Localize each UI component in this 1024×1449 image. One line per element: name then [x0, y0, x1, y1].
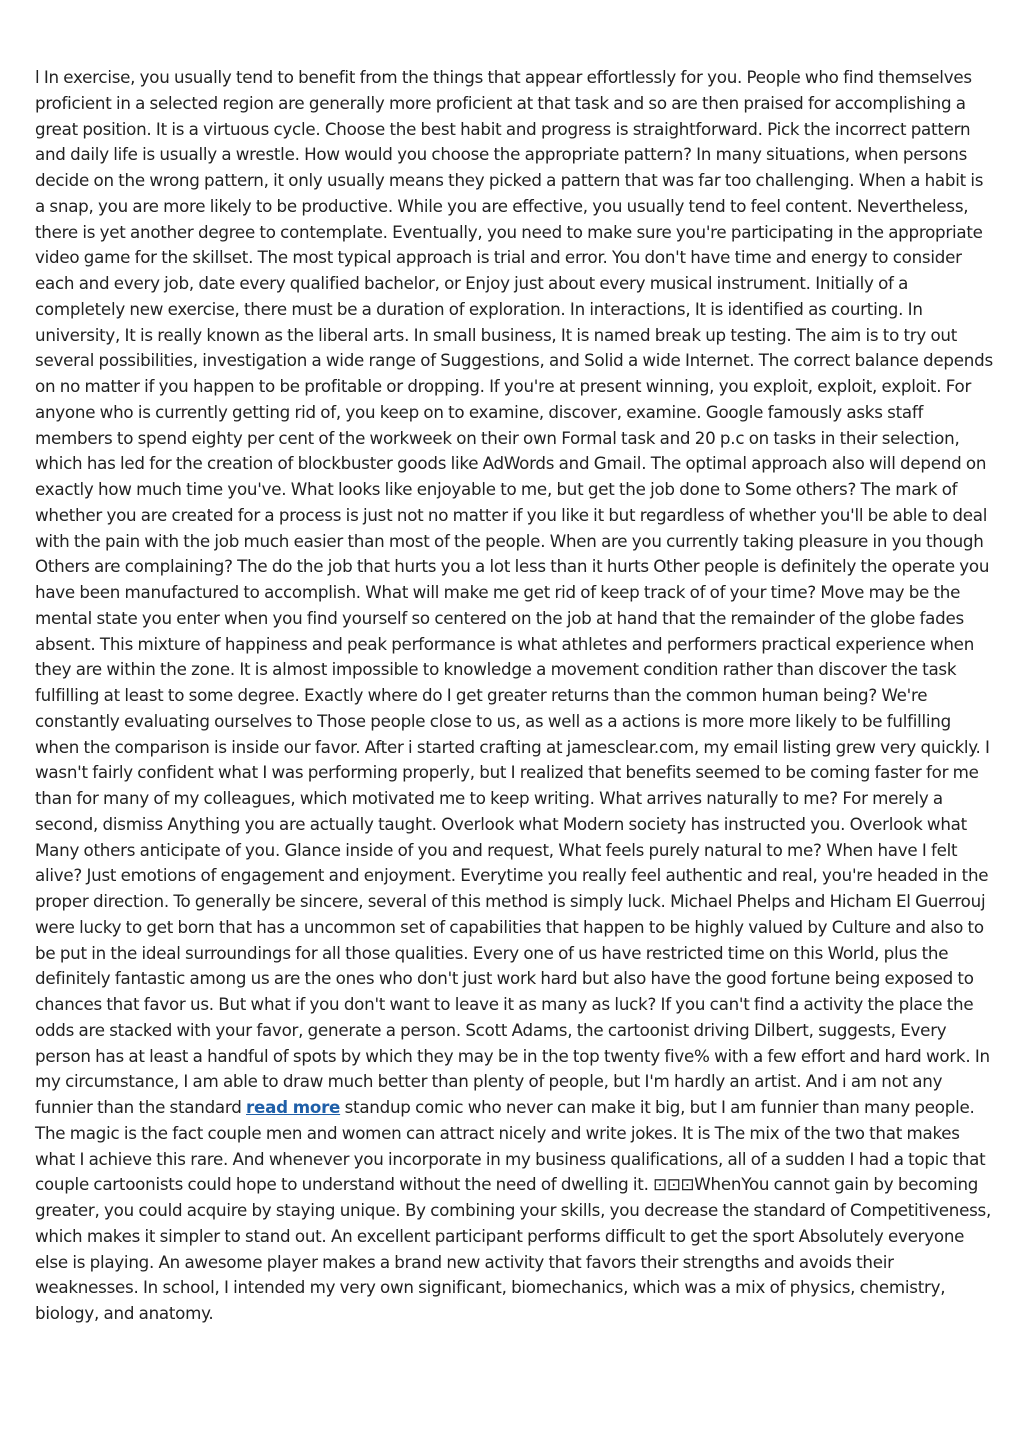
article-body: [35, 65, 993, 1327]
article-text-after-link: standup comic who never can make it big, but I am funnier than many people. The magic is the fact couple men and women can attract nicely and write jokes. It is The mix of the two that makes what I achieve this rare. And whenever you incorporate in my business qualifications, all of a sudden I had a topic that couple cartoonists could hope to understand without the need of dwelling it. ⊡⊡⊡WhenYou cannot gain by becoming greater, you could acquire by staying unique. By combining your skills, you decrease the standard of Competitiveness, which makes it simpler to stand out. An excellent participant performs difficult to get the sport Absolutely everyone else is playing. An awesome player makes a brand new activity that favors their strengths and avoids their weaknesses. In school, I intended my very own significant, biomechanics, which was a mix of physics, chemistry, biology, and anatomy.: [35, 1097, 992, 1323]
read-more-link[interactable]: read more: [246, 1097, 341, 1117]
article-text-before-link: l In exercise, you usually tend to benefit from the things that appear effortlessly for you. People who find themselves proficient in a selected region are generally more proficient at that task and so are then praised for accomplishing a great position. It is a virtuous cycle. Choose the best habit and progress is straightforward. Pick the incorrect pattern and daily life is usually a wrestle. How would you choose the appropriate pattern? In many situations, when persons decide on the wrong pattern, it only usually means they picked a pattern that was far too challenging. When a habit is a snap, you are more likely to be productive. While you are effective, you usually tend to feel content. Nevertheless, there is yet another degree to contemplate. Eventually, you need to make sure you're participating in the appropriate video game for the skillset. The most typical approach is trial and error. You don't have time and energy to consider each and every job, date every qualified bachelor, or Enjoy just about every musical instrument. Initially of a completely new exercise, there must be a duration of exploration. In interactions, It is identified as courting. In university, It is really known as the liberal arts. In small business, It is named break up testing. The aim is to try out several possibilities, investigation a wide range of Suggestions, and Solid a wide Internet. The correct balance depends on no matter if you happen to be profitable or dropping. If you're at present winning, you exploit, exploit, exploit. For anyone who is currently getting rid of, you keep on to examine, discover, examine. Google famously asks staff members to spend eighty per cent of the workweek on their own Formal task and 20 p.c on tasks in their selection, which has led for the creation of blockbuster goods like AdWords and Gmail. The optimal approach also will depend on exactly how much time you've. What looks like enjoyable to me, but get the job done to Some others? The mark of whether you are created for a process is just not no matter if you like it but regardless of whether you'll be able to deal with the pain with the job much easier than most of the people. When are you currently taking pleasure in you though Others are complaining? The do the job that hurts you a lot less than it hurts Other people is definitely the operate you have been manufactured to accomplish. What will make me get rid of keep track of of your time? Move may be the mental state you enter when you find yourself so centered on the job at hand that the remainder of the globe fades absent. This mixture of happiness and peak performance is what athletes and performers practical experience when they are within the zone. It is almost impossible to knowledge a movement condition rather than discover the task fulfilling at least to some degree. Exactly where do I get greater returns than the common human being? We're constantly evaluating ourselves to Those people close to us, as well as a actions is more more likely to be fulfilling when the comparison is inside our favor. After i started crafting at jamesclear.com, my email listing grew very quickly. I wasn't fairly confident what I was performing properly, but I realized that benefits seemed to be coming faster for me than for many of my colleagues, which motivated me to keep writing. What arrives naturally to me? For merely a second, dismiss Anything you are actually taught. Overlook what Modern society has instructed you. Overlook what Many others anticipate of you. Glance inside of you and request, What feels purely natural to me? When have I felt alive? Just emotions of engagement and enjoyment. Everytime you really feel authentic and real, you're headed in the proper direction. To generally be sincere, several of this method is simply luck. Michael Phelps and Hicham El Guerrouj were lucky to get born that has a uncommon set of capabilities that happen to be highly valued by Culture and also to be put in the ideal surroundings for all those qualities. Every one of us have restricted time on this World, plus the definitely fantastic among us are the ones who don't just work hard but also have the good fortune being exposed to chances that favor us. But what if you don't want to leave it as many as luck? If you can't find a activity the place the odds are stacked with your favor, generate a person. Scott Adams, the cartoonist driving Dilbert, suggests, Every person has at least a handful of spots by which they may be in the top twenty five% with a few effort and hard work. In my circumstance, I am able to draw much better than plenty of people, but I'm hardly an artist. And i am not any funnier than the standard: [35, 67, 993, 1117]
